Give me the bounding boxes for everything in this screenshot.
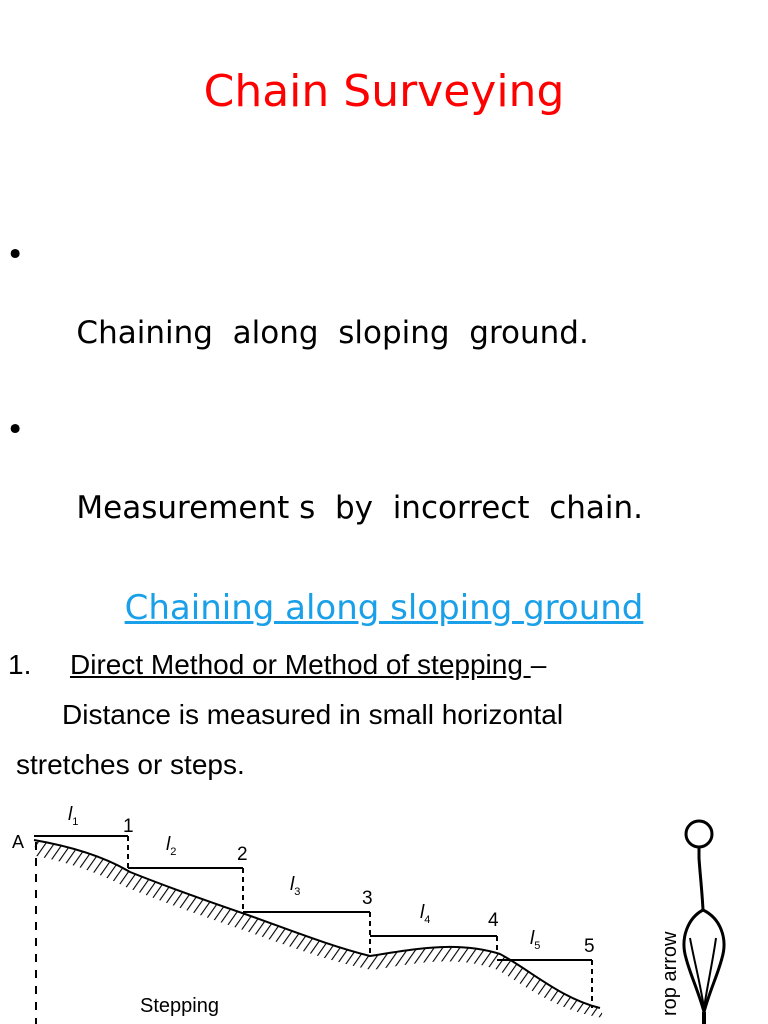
method-description-line-2: stretches or steps. (16, 749, 245, 780)
bullet-list (4, 236, 643, 586)
method-dash: – (530, 649, 547, 680)
slide-title: Chain Surveying (203, 66, 565, 117)
station-label-3: 3 (362, 888, 373, 909)
bullet-text: Measurement s by incorrect chain. (76, 489, 644, 526)
method-number: 1. (8, 649, 32, 680)
bullet-item (4, 411, 643, 566)
bullet-dot: • (6, 237, 25, 273)
station-label-2: 2 (237, 844, 248, 865)
bullet-text: Chaining along sloping ground. (76, 314, 589, 351)
method-description-line-1: Distance is measured in small horizontal (62, 699, 564, 730)
drop-arrow-label: rop arrow (659, 931, 681, 1016)
length-label-2: $l_2$ (166, 834, 177, 858)
station-label-1: 1 (123, 816, 134, 837)
section-subheading: Chaining along sloping ground (124, 588, 644, 628)
station-label-4: 4 (488, 910, 499, 931)
length-label-3: $l_3$ (290, 874, 301, 898)
bullet-dot: • (6, 412, 25, 448)
diagram-caption: Stepping (140, 995, 219, 1017)
length-label-4: $l_4$ (420, 902, 431, 926)
station-a-label: A (12, 832, 25, 852)
method-heading (8, 648, 546, 682)
length-label-1: $l_1$ (68, 804, 79, 828)
drop-arrow-icon (684, 821, 724, 1024)
length-label-5: $l_5$ (530, 928, 541, 952)
ground-surface (34, 840, 600, 1008)
stepping-diagram (0, 798, 768, 1024)
method-name: Direct Method or Method of stepping (70, 649, 531, 680)
bullet-item (4, 236, 643, 391)
station-label-5: 5 (584, 936, 595, 957)
